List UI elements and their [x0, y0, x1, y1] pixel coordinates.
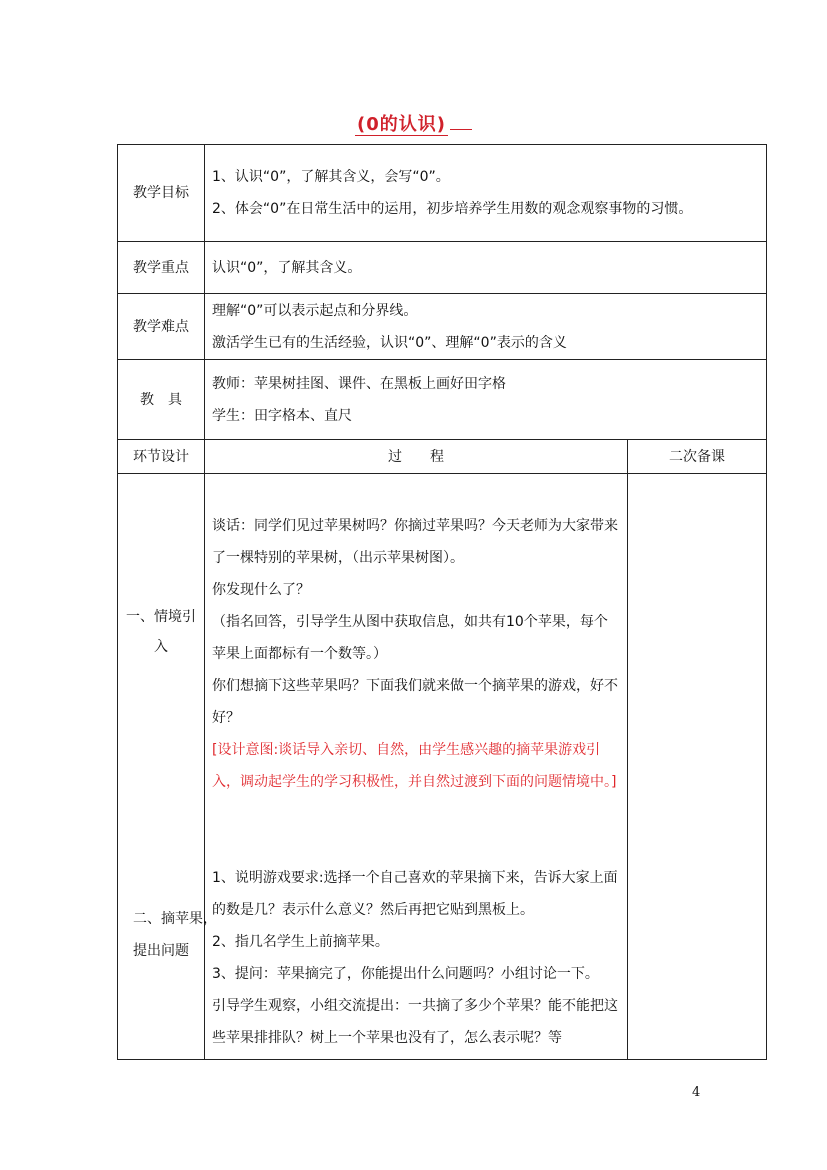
process-paragraph: 谈话：同学们见过苹果树吗？你摘过苹果吗？今天老师为大家带来了一棵特别的苹果树，（出示苹果树图）。: [212, 517, 618, 566]
process-paragraph: 引导学生观察，小组交流提出：一共摘了多少个苹果？能不能把这些苹果排排队？树上一个苹果也没有了，怎么表示呢？等: [212, 997, 618, 1046]
title-underline-tail: [450, 115, 472, 130]
objectives-content: [205, 145, 767, 242]
header-process: 过 程: [205, 440, 628, 474]
lesson-plan-table: [117, 144, 767, 1060]
page-number: 4: [692, 1085, 701, 1100]
row-difficulties: [118, 294, 767, 360]
process-paragraph: 3、提问：苹果摘完了，你能提出什么问题吗？小组讨论一下。: [212, 965, 599, 982]
row-objectives: [118, 145, 767, 242]
document-title: [0, 110, 827, 136]
stage-column: [118, 474, 217, 1060]
row-header: [118, 440, 767, 474]
process-paragraph: 你们想摘下这些苹果吗？下面我们就来做一个摘苹果的游戏，好不好？: [212, 677, 618, 726]
stage-1-line: 入: [154, 639, 168, 655]
difficulty-line: 理解“0”可以表示起点和分界线。: [212, 302, 418, 319]
process-paragraph: 2、指几名学生上前摘苹果。: [212, 933, 389, 950]
stage-2-line: 提出问题: [133, 943, 189, 959]
key-points-content: [205, 242, 767, 294]
tool-line: 学生：田字格本、直尺: [212, 407, 352, 424]
objective-line: 1、认识“0”，了解其含义，会写“0”。: [212, 169, 450, 185]
difficulties-content: [205, 294, 767, 360]
tools-content: [205, 360, 767, 440]
process-column: [205, 474, 628, 1060]
key-point-line: 认识“0”，了解其含义。: [212, 259, 362, 276]
stage-1-line: 一、情境引: [126, 609, 196, 625]
key-points-label: 教学重点: [118, 242, 205, 294]
tools-label: 教 具: [118, 360, 205, 440]
header-notes: 二次备课: [628, 440, 767, 474]
objective-line: 2、体会“0”在日常生活中的运用，初步培养学生用数的观念观察事物的习惯。: [212, 201, 693, 217]
objectives-label: 教学目标: [118, 145, 205, 242]
title-text: (0的认识): [357, 114, 446, 135]
notes-column: [628, 474, 767, 1060]
stage-1: [125, 602, 197, 662]
row-key-points: [118, 242, 767, 294]
stage-2-line: 二、摘苹果，: [133, 911, 217, 927]
process-paragraph: 你发现什么了？: [212, 581, 310, 598]
process-paragraph: 1、说明游戏要求:选择一个自己喜欢的苹果摘下来，告诉大家上面的数是几？表示什么意义？然后再把它贴到黑板上。: [212, 869, 618, 918]
header-stage: 环节设计: [118, 440, 205, 474]
design-intent-note: [设计意图:谈话导入亲切、自然，由学生感兴趣的摘苹果游戏引入，调动起学生的学习积极性，并自然过渡到下面的问题情境中。]: [212, 741, 617, 790]
row-stages: [118, 474, 767, 1060]
tool-line: 教师：苹果树挂图、课件、在黑板上画好田字格: [212, 375, 506, 392]
difficulties-label: 教学难点: [118, 294, 205, 360]
process-paragraph: （指名回答，引导学生从图中获取信息，如共有10个苹果，每个苹果上面都标有一个数等。）: [212, 613, 608, 662]
stage-2: [125, 903, 217, 967]
difficulty-line: 激活学生已有的生活经验，认识“0”、理解“0”表示的含义: [212, 334, 567, 351]
row-tools: [118, 360, 767, 440]
